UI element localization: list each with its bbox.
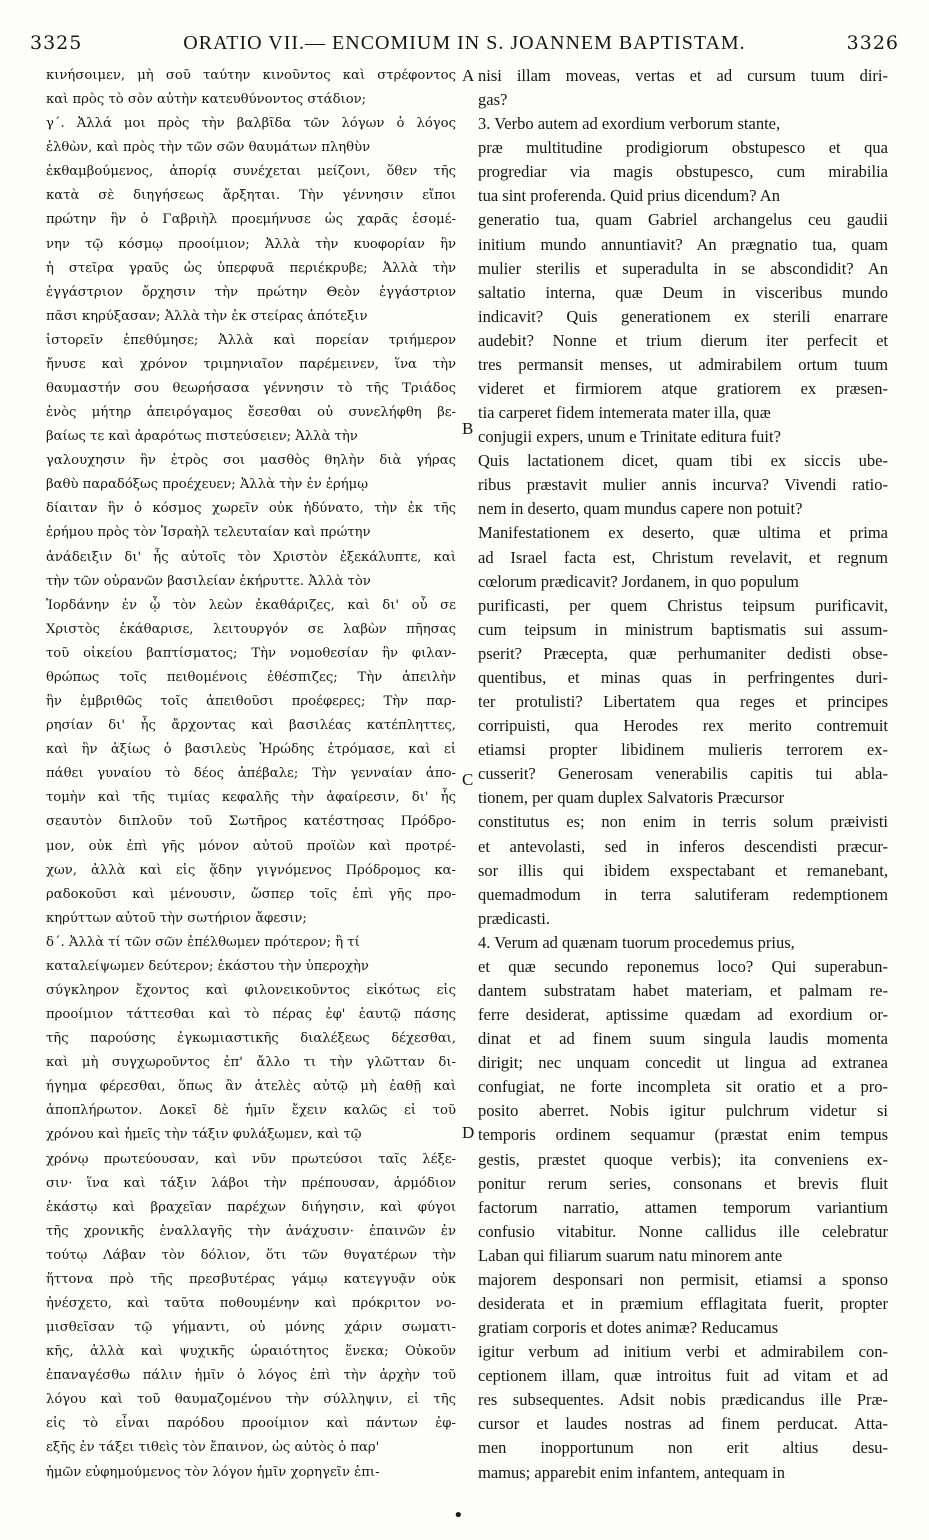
latin-text-line: purificasti, per quem Christus teipsum purificavit, <box>478 595 888 615</box>
greek-text-line: χρόνου καὶ ἡμεῖς τὴν τάξιν φυλάξωμεν, καὶ τῷ <box>46 1127 362 1143</box>
greek-text-line: πρώτην ἣν ὁ Γαβριὴλ προεμήνυσε ὡς χαρᾶς ἐσομέ- <box>46 212 456 228</box>
greek-text-line: πᾶσι κηρύξασαν; Ἀλλὰ τὴν ἐκ στείρας ἀπότεξιν <box>46 308 368 324</box>
latin-text-line: 4. Verum ad quænam tuorum procedemus prius, <box>478 932 795 952</box>
greek-text-line: τούτῳ Λάβαν τὸν δόλιον, ὅτι τῶν θυγατέρων τὴν <box>46 1247 456 1263</box>
latin-text-line: generatio tua, quam Gabriel archangelus ceu gaudii <box>478 210 888 230</box>
greek-text-line: καὶ μὴ συγχωροῦντος ἐπ' ἄλλο τι τὴν γλῶτταν δι- <box>46 1055 456 1071</box>
greek-text-line: χρόνῳ πρωτεύουσαν, καὶ νῦν πρωτεύσοι ταῖς λέξε- <box>46 1151 456 1167</box>
latin-text-line: ribus præstavit mulier annis incurva? Vivendi ratio- <box>478 475 888 495</box>
margin-letter-b: B <box>462 419 474 438</box>
greek-text-line: ἱστορεῖν ἐπεθύμησε; Ἀλλὰ καὶ πορείαν τριήμερον <box>46 332 456 348</box>
latin-text-line: igitur verbum ad initium verbi et admirabilem con- <box>478 1342 888 1362</box>
latin-text-line: ter protulisti? Libertatem qua reges et principes <box>478 692 888 712</box>
latin-text-line: prædicasti. <box>478 908 550 928</box>
latin-text-line: pserit? Præcepta, quæ perhumaniter dedisti obse- <box>478 643 888 663</box>
left-page-number: 3325 <box>30 32 83 54</box>
latin-text-line: indicavit? Quis generationem ex sterili enarrare <box>478 306 888 326</box>
greek-text-line: κηρύττων αὐτοῦ τὴν σωτήριον ἄφεσιν; <box>46 910 307 926</box>
latin-text-line: audebit? Nonne et trium dierum iter perfecit et <box>478 330 888 350</box>
greek-text-line: κινήσοιμεν, μὴ σοῦ ταύτην κινοῦντος καὶ στρέφοντος <box>46 68 456 83</box>
greek-text-line: τομὴν καὶ τῆς τιμίας κεφαλῆς τὴν ἀφαίρεσιν, δι' ἧς <box>46 790 456 806</box>
latin-text-line: progrediar via magis obstupesco, cum mirabilia <box>478 162 888 182</box>
latin-text-line: mulier sterilis et superadulta in se abscondidit? An <box>478 258 888 278</box>
latin-text-line: videret et firmiorem atque gratiorem ex præsen- <box>478 379 888 399</box>
greek-text-line: ἀνάδειξιν δι' ἧς αὐτοῖς τὸν Χριστὸν ἐξεκάλυπτε, καὶ <box>46 549 456 565</box>
greek-text-line: βαθὺ παραδόξως προέχευεν; Ἀλλὰ τὴν ἐν ἐρήμῳ <box>46 477 368 493</box>
greek-text-line: βαίως τε καὶ ἀραρότως πιστεύσειεν; Ἀλλὰ τὴν <box>46 429 358 445</box>
greek-text-line: λόγου καὶ τοῦ θαυμαζομένου τὴν σύλληψιν, εἰ τῆς <box>46 1392 456 1408</box>
latin-text-line: quentibus, et minas quas in perfringentes duri- <box>478 667 888 687</box>
greek-text-line: θρώπως τοῖς πειθομένοις ἐθέσπιζες; Τὴν ἀπειλὴν <box>46 669 456 685</box>
greek-text-line: προοίμιον τάττεσθαι καὶ τὸ πέρας ἐφ' ἑαυτῷ πάσης <box>46 1007 456 1023</box>
latin-text-line: dinat et ad finem suum singula laudis momenta <box>478 1029 888 1049</box>
greek-text-line: τὴν τῶν οὐρανῶν βασιλείαν ἐκήρυττε. Ἀλλὰ τὸν <box>46 573 371 589</box>
latin-text-line: tia carperet fidem intemerata mater illa, quæ <box>478 403 771 423</box>
greek-text-line: τῆς παρούσης ἐγκωμιαστικῆς διαλέξεως δέχεσθαι, <box>46 1031 456 1047</box>
greek-text-line: ἀποπλήρωτον. Δοκεῖ δὲ ἡμῖν ἔχειν καλῶς εἰ τοῦ <box>46 1103 456 1119</box>
greek-text-line: σύγκληρον ἔχοντος καὶ φιλονεικοῦντος εἰκότως εἰς <box>46 982 456 998</box>
margin-letter-a: A <box>462 66 475 85</box>
greek-text-column <box>46 64 456 1485</box>
latin-text-line: saltatio interna, quæ Deum in visceribus mundo <box>478 282 888 302</box>
greek-text-line: τοῦ οἰκείου βαπτίσματος; Τὴν νομοθεσίαν ἣν φιλαν- <box>46 645 456 661</box>
greek-text-line: πάθει γυναίου τὸ δέος ἀπέβαλε; Τὴν γενναίαν ἀπο- <box>46 766 456 782</box>
latin-text-line: gas? <box>478 90 508 110</box>
footer-mark: • <box>453 1505 464 1526</box>
latin-text-line: Manifestationem ex deserto, quæ ultima et prima <box>478 523 888 543</box>
greek-text-line: εἰς τὸ εἶναι παρόδου προοίμιον καὶ πάντων ἐφ- <box>46 1416 456 1432</box>
greek-text-line: γαλουχησιν ἣν ἐτρὸς σοι μασθὸς θηλὴν διὰ γήρας <box>46 453 456 469</box>
running-header <box>30 32 899 60</box>
greek-text-line: ἐκθαμβούμενος, ἀπορίᾳ συνέχεται μείζονι, ὅθεν τῆς <box>46 164 456 180</box>
greek-text-line: ἡμῶν εὐφημούμενος τὸν λόγον ἡμῖν χορηγεῖν ἐπι- <box>46 1464 380 1480</box>
latin-text-line: corripuisti, qua Herodes rex merito contremuit <box>478 716 888 736</box>
greek-text-line: ἐλθὼν, καὶ πρὸς τὴν τῶν σῶν θαυμάτων πληθὺν <box>46 140 371 156</box>
latin-text-line: præ multitudine prodigiorum obstupesco et qua <box>478 138 888 158</box>
greek-text-line: τῆς χρονικῆς ἐναλλαγῆς τὴν ἀνάχυσιν· ἐπαινῶν ἐν <box>46 1223 456 1239</box>
greek-text-line: χων, ἀλλὰ καὶ εἰς ᾅδην γιγνόμενος Πρόδρομος κα- <box>46 862 456 878</box>
latin-text-line: ferre desiderat, aptissime quædam ad exordium or- <box>478 1005 888 1025</box>
latin-text-line: quemadmodum in terra salutiferam redemptionem <box>478 884 888 904</box>
greek-text-line: σεαυτὸν διπλοῦν τοῦ Σωτῆρος κατέστησας Πρόδρο- <box>46 814 456 830</box>
greek-text-line: κῆς, ἀλλὰ καὶ ψυχικῆς ὡραιότητος ἕνεκα; Οὐκοῦν <box>46 1344 456 1360</box>
latin-text-line: dirigit; nec unquam concedit ut lingua ad extranea <box>478 1053 888 1073</box>
latin-text-line: ceptionem illam, quæ introitus fuit ad vitam et ad <box>478 1366 888 1386</box>
latin-text-line: constitutus es; non enim in terris solum præivisti <box>478 812 888 832</box>
greek-text-line: ἐπαναγέσθω πάλιν ἡμῖν ὁ λόγος ἐπὶ τὴν ἀρχὴν τοῦ <box>46 1368 456 1384</box>
greek-text-line: καταλείψωμεν δεύτερον; ἑκάστου τὴν ὑπεροχὴν <box>46 958 369 974</box>
latin-text-line: cursor et laudes nostras ad finem perducat. Atta- <box>478 1414 888 1434</box>
greek-text-line: σιν· ἵνα καὶ τάξιν λάβοι τὴν πρέπουσαν, ἁρμόδιον <box>46 1175 456 1191</box>
latin-text-line: gratiam corporis et dotes animæ? Reducamus <box>478 1318 779 1338</box>
greek-text-line: ἐγγάστριον ὄρχησιν τὴν πρώτην Θεὸν ἐγγάστριον <box>46 284 456 300</box>
greek-text-line: εξῆς ἐν τάξει τιθεὶς τὸν ἔπαινον, ὡς αὐτὸς ὁ παρ' <box>46 1440 380 1456</box>
latin-text-line: majorem desponsari non permisit, etiamsi a sponso <box>478 1269 888 1289</box>
greek-text-line: δίαιταν ἣν ὁ κόσμος χωρεῖν οὐκ ἠδύνατο, τὴν ἐκ τῆς <box>46 501 456 517</box>
right-page-number: 3326 <box>846 32 899 54</box>
latin-text-line: posito aberret. Nobis igitur pulchrum videtur si <box>478 1101 888 1121</box>
latin-text-line: dantem substratam habet materiam, et palmam re- <box>478 980 888 1000</box>
latin-text-line: ponitur rerum series, consonans et brevis fluit <box>478 1173 888 1193</box>
greek-text-line: καὶ πρὸς τὸ σὸν αὐτὴν κατευθύνοντος στάδιον; <box>46 92 367 108</box>
greek-text-line: μον, οὐκ ἐπὶ γῆς μόνον αὐτοῦ προϊὼν καὶ προτρέ- <box>46 838 456 854</box>
greek-text-line: ρησίαν δι' ἧς ἄρχοντας καὶ βασιλέας κατέπληττες, <box>46 718 456 734</box>
latin-text-line: confugiat, ne forte incompleta sit oratio et a pro- <box>478 1077 888 1097</box>
greek-text-line: μισθεῖσαν τῷ γήμαντι, οὐ μόνης χάριν σωματι- <box>46 1320 456 1336</box>
greek-text-line: ἐρήμου πρὸς τὸν Ἰσραὴλ τελευταίαν καὶ πρώτην <box>46 525 371 541</box>
greek-text-line: ραδοκοῦσι καὶ μένουσιν, ὥσπερ τοῖς ἐπὶ γῆς προ- <box>46 886 456 902</box>
latin-text-line: initium mundo annuntiavit? An prægnatio tua, quam <box>478 234 888 254</box>
greek-text-line: ἑνὸς μήτηρ ἀπειρόγαμος ἔσεσθαι οὐ συνελήφθη βε- <box>46 405 456 421</box>
latin-text-line: cusserit? Generosam venerabilis capitis tui abla- <box>478 764 888 784</box>
greek-text-line: ἣν ἐμβριθῶς τοῖς ἀπειθοῦσι προέφερες; Τὴν παρ- <box>46 694 456 710</box>
latin-text-line: gestis, præstet quoque verbis); ita conveniens ex- <box>478 1149 888 1169</box>
latin-text-line: confusio vitabitur. Nonne callidus ille celebratur <box>478 1221 888 1241</box>
greek-text-line: ἠνέσχετο, καὶ ταῦτα ποθουμένην καὶ πρόκριτον νο- <box>46 1295 456 1311</box>
latin-text-line: 3. Verbo autem ad exordium verborum stante, <box>478 114 781 134</box>
latin-text-line: sor illis qui ibidem exspectabant et remanebant, <box>478 860 888 880</box>
greek-text-line: θαυμαστήν σου θεωρήσασα γέννησιν τὸ τῆς Τριάδος <box>46 381 456 397</box>
greek-text-line: γ΄. Ἀλλά μοι πρὸς τὴν βαλβῖδα τῶν λόγων ὁ λόγος <box>46 116 456 132</box>
margin-letter-d: D <box>462 1123 475 1142</box>
greek-text-line: ήγημα φέρεσθαι, ὅπως ἂν ἀτελὲς αὐτῷ μὴ ἐαθῇ καὶ <box>46 1079 456 1095</box>
latin-text-line: temporis ordinem sequamur (præstat enim tempus <box>478 1125 888 1145</box>
latin-text-line: etiamsi propter libidinem mulieris terrorem ex- <box>478 740 888 760</box>
latin-text-line: cœlorum prædicavit? Jordanem, in quo populum <box>478 571 799 591</box>
greek-text-line: ἑκάστῳ καὶ βραχεῖαν παρέχων διήγησιν, καὶ φύγοι <box>46 1199 456 1215</box>
latin-text-line: factorum narratio, attamen temporum variantium <box>478 1197 888 1217</box>
latin-text-line: et quæ secundo reponemus loco? Qui superabun- <box>478 956 888 976</box>
latin-text-line: et antevolasti, sed in inferos descendisti præcur- <box>478 836 888 856</box>
latin-text-line: res subsequentes. Adsit nobis prædicandus ille Præ- <box>478 1390 888 1410</box>
greek-text-line: Χριστὸς ἐκάθαρισε, λειτουργόν σε λαβὼν πῆησας <box>46 621 456 637</box>
greek-text-line: καὶ ἣν ἀξίως ὁ βασιλεὺς Ἡρώδης ἐτρόμασε, καὶ εἰ <box>46 742 456 758</box>
latin-text-line: Laban qui filiarum suarum natu minorem ante <box>478 1245 783 1265</box>
greek-text-line: νην τῷ κόσμῳ προοίμιον; Ἀλλὰ τὴν κυοφορίαν ἣν <box>46 236 456 252</box>
latin-text-line: nem in deserto, quam mundus capere non potuit? <box>478 499 803 519</box>
greek-text-line: κατὰ σὲ διηγήσεως ἄρξηται. Τὴν γέννησιν εἴποι <box>46 188 456 204</box>
latin-text-line: conjugii expers, unum e Trinitate editura fuit? <box>478 427 781 447</box>
greek-text-line: Ἰορδάνην ἐν ᾧ τὸν λεὼν ἐκαθάριζες, καὶ δι' οὗ σε <box>46 597 456 613</box>
latin-text-line: desiderata et in præmium efflagitata fuerit, propter <box>478 1293 888 1313</box>
latin-text-column <box>478 64 888 1485</box>
latin-text-line: nisi illam moveas, vertas et ad cursum tuum diri- <box>478 66 888 85</box>
latin-text-line: Quis lactationem dicet, quam tibi ex siccis ube- <box>478 451 888 471</box>
latin-text-line: men inopportunum non erit altius desu- <box>478 1438 888 1458</box>
latin-text-line: cum teipsum in ministrum baptismatis sui assum- <box>478 619 888 639</box>
latin-text-line: tres permansit menses, ut admirabilem ortum tuum <box>478 354 888 374</box>
latin-text-line: tionem, per quam duplex Salvatoris Præcursor <box>478 788 785 808</box>
latin-text-line: mamus; apparebit enim infantem, antequam in <box>478 1462 785 1482</box>
running-title: ORATIO VII.— ENCOMIUM IN S. JOANNEM BAPTISTAM. <box>183 32 746 54</box>
greek-text-line: ἡ στεῖρα γραῦς ὡς ὑπερφυᾶ περιέκρυβε; Ἀλλὰ τὴν <box>46 260 456 276</box>
greek-text-line: δ΄. Ἀλλὰ τί τῶν σῶν ἐπέλθωμεν πρότερον; ἢ τί <box>46 934 360 950</box>
greek-text-line: ἥττονα πρὸ τῆς πρεσβυτέρας γάμῳ κατεγγυᾷν οὐκ <box>46 1271 456 1287</box>
margin-letter-c: C <box>462 770 474 789</box>
latin-text-line: tua sint proferenda. Quid prius dicendum? An <box>478 186 780 206</box>
greek-text-line: ἤνυσε καὶ χρόνον τριμηνιαῖον παρέμεινεν, ἵνα τὴν <box>46 356 456 372</box>
latin-text-line: ad Israel facta est, Christum revelavit, et regnum <box>478 547 888 567</box>
